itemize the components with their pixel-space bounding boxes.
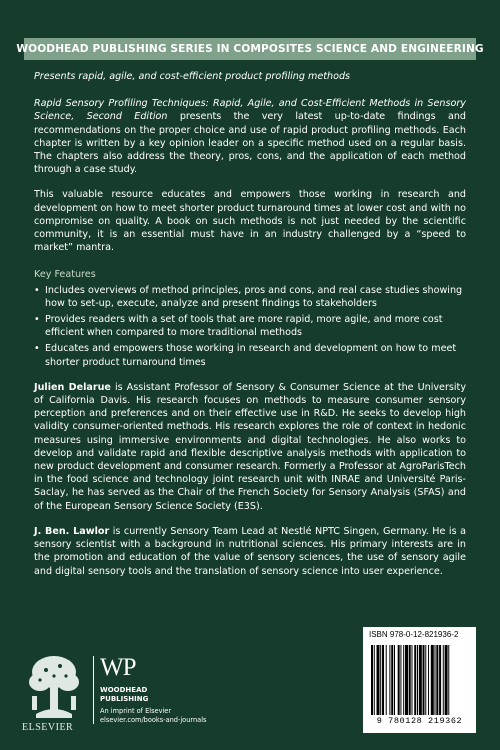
series-title: WOODHEAD PUBLISHING SERIES IN COMPOSITES SCIENCE AND ENGINEERING — [16, 43, 484, 55]
isbn-label: ISBN 978-0-12-821936-2 — [369, 630, 459, 639]
key-feature-item — [34, 284, 466, 310]
key-feature-text: Educates and empowers those working in research and development on how to meet shorter product turnaround times — [45, 343, 457, 368]
bullet-icon: • — [34, 284, 40, 296]
key-feature-text: Provides readers with a set of tools that are more rapid, more agile, and more cost efficient when compared to more traditional methods — [45, 314, 443, 339]
barcode — [371, 645, 468, 715]
author-name: Julien Delarue — [34, 381, 111, 393]
key-features-list — [34, 284, 466, 369]
back-cover-text — [34, 70, 466, 590]
bullet-icon: • — [34, 314, 40, 326]
author-name: J. Ben. Lawlor — [34, 525, 110, 537]
barcode-digits: 9 780128 219362 — [376, 716, 463, 726]
book-title: Rapid Sensory Profiling Techniques: Rapid, Agile, and Cost-Efficient Methods in Sensory Science, Second Edition — [34, 98, 466, 123]
woodhead-logo: WP — [100, 654, 136, 681]
imprint-info — [100, 707, 206, 724]
bullet-icon: • — [34, 343, 40, 355]
key-feature-item — [34, 313, 466, 339]
elsevier-tree-logo — [26, 652, 82, 722]
logo-divider — [93, 656, 94, 724]
series-banner — [16, 38, 484, 60]
intro-paragraph — [34, 97, 466, 176]
key-features-heading: Key Features — [34, 269, 96, 281]
tagline: Presents rapid, agile, and cost-efficient product profiling methods — [34, 71, 351, 82]
key-feature-text: Includes overviews of method principles, pros and cons, and real case studies showing how to set-up, execute, analyze and present findings to stakeholders — [45, 284, 463, 309]
author-bio — [34, 525, 466, 578]
imprint-url: elsevier.com/books-and-journals — [100, 715, 207, 724]
key-feature-item — [34, 342, 466, 368]
top-band — [0, 0, 500, 36]
woodhead-name: WOODHEAD PUBLISHING — [100, 686, 149, 703]
author-bio-text: is Assistant Professor of Sensory & Consumer Science at the University of California Davis. His research focuses on methods to measure consumer sensory perception and preferences and on their effective use in R&D. He seeks to develop high validity consumer-oriented methods. His research explores the role of context in hedonic measures using immersive environments and digital technologies. He also works to develop and validate rapid and flexible descriptive analysis methods with application to new product development and consumer research. Formerly a Professor at AgroParisTech in the food science and technology joint research unit with INRAE and Université Paris-Saclay, he has served as the Chair of the French Society for Sensory Analysis (SFAS) and of the European Sensory Science Society (E3S). — [34, 381, 466, 512]
value-paragraph: This valuable resource educates and empowers those working in research and development on how to meet shorter product turnaround times at lower cost and with no compromise on quality. A book on such methods is not just needed by the scientific community, it is an essential must have in an industry challenged by a “speed to market” mantra. — [34, 189, 466, 254]
elsevier-wordmark: ELSEVIER — [22, 722, 74, 733]
author-bio — [34, 381, 466, 513]
imprint-line: An imprint of Elsevier — [100, 707, 172, 715]
barcode-panel — [363, 627, 476, 733]
intro-text: presents the very latest up-to-date findings and recommendations on the proper choice and use of rapid product profiling methods. Each chapter is written by a key opinion leader on a specific method used on a regular basis. The chapters also address the theory, pros, cons, and the application of each method through a case study. — [34, 111, 466, 176]
author-bio-text: is currently Sensory Team Lead at Nestlé NPTC Singen, Germany. He is a sensory scientist with a background in nutritional sciences. His primary interests are in the promotion and education of the value of sensory sciences, the use of sensory agile and digital sensory tools and the translation of sensory science into user experience. — [34, 525, 467, 577]
